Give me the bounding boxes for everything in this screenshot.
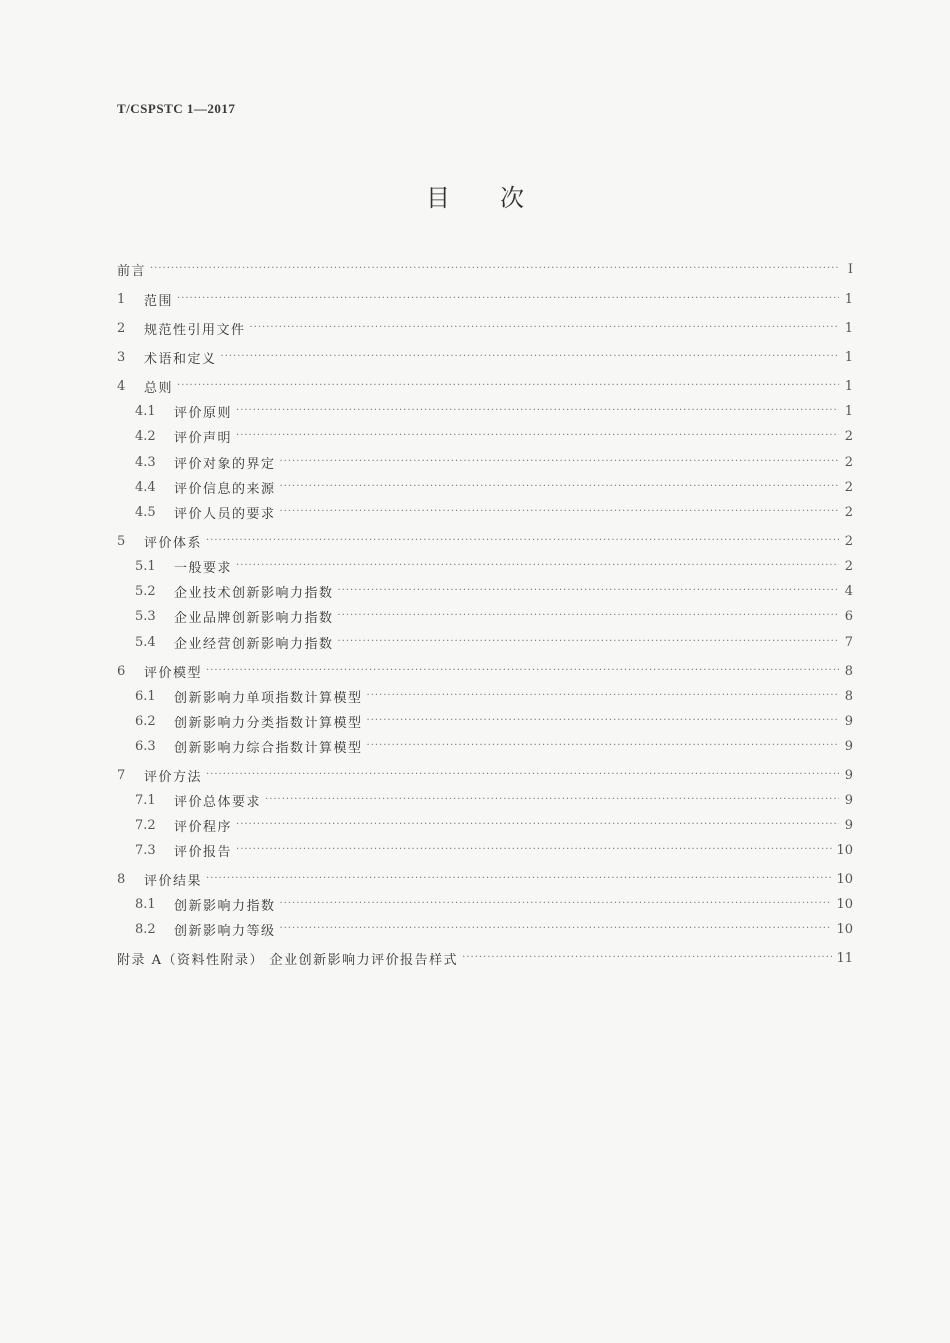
toc-entry-number: 3 xyxy=(117,349,126,365)
toc-entry[interactable] xyxy=(117,736,853,756)
toc-entry-number: 5.4 xyxy=(135,634,156,650)
toc-entry-label: 创新影响力指数 xyxy=(174,898,276,914)
toc-entry-number: 8.2 xyxy=(135,921,156,937)
toc-entry-number: 7 xyxy=(117,767,126,783)
toc-entry-number: 8.1 xyxy=(135,896,156,912)
toc-entry[interactable] xyxy=(117,502,853,522)
toc-entry-number: 4.5 xyxy=(135,504,156,520)
toc-leader-dots xyxy=(338,632,839,652)
toc-entry-number: 4.4 xyxy=(135,479,156,495)
toc-leader-dots xyxy=(236,815,839,835)
toc-entry-label: 创新影响力等级 xyxy=(174,923,276,939)
toc-entry[interactable] xyxy=(117,581,853,601)
toc-leader-dots xyxy=(236,401,839,421)
toc-entry-number: 4.1 xyxy=(135,403,156,419)
toc-leader-dots xyxy=(206,765,839,785)
toc-entry-page: 1 xyxy=(844,291,853,307)
toc-entry[interactable] xyxy=(117,765,853,785)
toc-entry-label: 评价结果 xyxy=(144,873,203,889)
toc-leader-dots xyxy=(367,686,839,706)
toc-entry-page: 4 xyxy=(844,583,853,599)
toc-entry-number: 5.1 xyxy=(135,558,156,574)
toc-entry-label: 创新影响力分类指数计算模型 xyxy=(174,715,363,731)
toc-leader-dots xyxy=(236,426,839,446)
toc-leader-dots xyxy=(280,894,833,914)
toc-entry-number: 2 xyxy=(117,320,126,336)
toc-entry-label: 一般要求 xyxy=(174,560,233,576)
toc-leader-dots xyxy=(338,581,839,601)
toc-entry[interactable] xyxy=(117,318,853,338)
toc-entry-label: 评价报告 xyxy=(174,844,233,860)
toc-entry-page: I xyxy=(847,261,853,277)
toc-entry-label: 评价模型 xyxy=(144,665,203,681)
toc-entry-label: 总则 xyxy=(144,380,174,396)
toc-entry-page: 10 xyxy=(836,871,853,887)
toc-entry-page: 10 xyxy=(836,896,853,912)
toc-entry-page: 1 xyxy=(844,403,853,419)
toc-entry-page: 6 xyxy=(844,608,853,624)
toc-leader-dots xyxy=(265,790,839,810)
toc-entry-label: 评价声明 xyxy=(174,430,233,446)
toc-entry-label: 规范性引用文件 xyxy=(144,322,246,338)
toc-entry-page: 1 xyxy=(844,320,853,336)
toc-leader-dots xyxy=(177,289,839,309)
toc-leader-dots xyxy=(280,919,833,939)
toc-entry-number: 5 xyxy=(117,533,126,549)
toc-entry-label: 评价原则 xyxy=(174,405,233,421)
toc-entry[interactable] xyxy=(117,815,853,835)
toc-entry[interactable] xyxy=(117,948,853,968)
toc-entry[interactable] xyxy=(117,401,853,421)
toc-entry[interactable] xyxy=(117,452,853,472)
toc-entry-label: 评价人员的要求 xyxy=(174,506,276,522)
toc-leader-dots xyxy=(236,556,839,576)
toc-entry-page: 2 xyxy=(844,454,853,470)
toc-entry-label: 评价对象的界定 xyxy=(174,456,276,472)
toc-entry-label: 创新影响力单项指数计算模型 xyxy=(174,690,363,706)
toc-entry-page: 2 xyxy=(844,428,853,444)
toc-entry[interactable] xyxy=(117,606,853,626)
toc-entry-page: 10 xyxy=(836,842,853,858)
toc-entry-number: 6 xyxy=(117,663,126,679)
toc-entry[interactable] xyxy=(117,477,853,497)
toc-leader-dots xyxy=(206,661,839,681)
toc-entry-label: 前言 xyxy=(117,263,147,279)
toc-leader-dots xyxy=(367,736,839,756)
toc-entry[interactable] xyxy=(117,289,853,309)
toc-entry-page: 9 xyxy=(844,792,853,808)
toc-entry-number: 8 xyxy=(117,871,126,887)
toc-entry-number: 6.3 xyxy=(135,738,156,754)
toc-entry-label: 评价总体要求 xyxy=(174,794,262,810)
toc-entry-label: 评价方法 xyxy=(144,769,203,785)
toc-leader-dots xyxy=(462,948,832,968)
toc-entry-page: 9 xyxy=(844,767,853,783)
toc-leader-dots xyxy=(236,840,832,860)
toc-leader-dots xyxy=(367,711,839,731)
toc-leader-dots xyxy=(338,606,839,626)
toc-entry-number: 7.2 xyxy=(135,817,156,833)
toc-entry[interactable] xyxy=(117,661,853,681)
toc-entry-number: 7.1 xyxy=(135,792,156,808)
page-title: 目次 xyxy=(426,184,574,212)
toc-entry-number: 4.2 xyxy=(135,428,156,444)
toc-entry-number: 6.1 xyxy=(135,688,156,704)
toc-entry[interactable] xyxy=(117,869,853,889)
toc-entry[interactable] xyxy=(117,632,853,652)
toc-entry-number: 1 xyxy=(117,291,126,307)
toc-entry-label: 范围 xyxy=(144,293,174,309)
toc-entry-label: 评价程序 xyxy=(174,819,233,835)
toc-entry-page: 1 xyxy=(844,349,853,365)
toc-leader-dots xyxy=(177,376,839,396)
toc-entry[interactable] xyxy=(117,347,853,367)
toc-entry[interactable] xyxy=(117,919,853,939)
toc-leader-dots xyxy=(250,318,839,338)
toc-entry[interactable] xyxy=(117,790,853,810)
toc-entry-page: 9 xyxy=(844,738,853,754)
toc-leader-dots xyxy=(280,477,839,497)
toc-entry-page: 8 xyxy=(844,688,853,704)
toc-leader-dots xyxy=(206,869,832,889)
toc-entry-page: 2 xyxy=(844,504,853,520)
toc-entry-page: 7 xyxy=(844,634,853,650)
toc-entry[interactable] xyxy=(117,711,853,731)
toc-entry-page: 9 xyxy=(844,817,853,833)
toc-entry[interactable] xyxy=(117,556,853,576)
toc-entry-number: 4.3 xyxy=(135,454,156,470)
toc-entry-page: 9 xyxy=(844,713,853,729)
toc-entry-label: 企业经营创新影响力指数 xyxy=(174,636,334,652)
toc-entry[interactable] xyxy=(117,376,853,396)
toc-entry-label: 企业品牌创新影响力指数 xyxy=(174,610,334,626)
toc-entry-number: 5.2 xyxy=(135,583,156,599)
toc-entry-page: 11 xyxy=(836,950,853,966)
toc-entry[interactable] xyxy=(117,686,853,706)
toc-entry-number: 5.3 xyxy=(135,608,156,624)
toc-entry-number: 6.2 xyxy=(135,713,156,729)
toc-entry-label: 附录 A（资料性附录） 企业创新影响力评价报告样式 xyxy=(117,952,459,968)
toc-leader-dots xyxy=(280,502,839,522)
toc-entry-number: 4 xyxy=(117,378,126,394)
toc-entry-label: 术语和定义 xyxy=(144,351,217,367)
toc-entry[interactable] xyxy=(117,531,853,551)
toc-entry-page: 8 xyxy=(844,663,853,679)
toc-entry-label: 创新影响力综合指数计算模型 xyxy=(174,740,363,756)
toc-entry-number: 7.3 xyxy=(135,842,156,858)
toc-entry-page: 1 xyxy=(844,378,853,394)
toc-entry-label: 评价体系 xyxy=(144,535,203,551)
toc-leader-dots xyxy=(206,531,839,551)
toc-entry-page: 2 xyxy=(844,533,853,549)
toc-leader-dots xyxy=(150,259,839,279)
toc-leader-dots xyxy=(280,452,839,472)
toc-entry-page: 10 xyxy=(836,921,853,937)
toc-entry-label: 企业技术创新影响力指数 xyxy=(174,585,334,601)
toc-entry[interactable] xyxy=(117,894,853,914)
toc-entry[interactable] xyxy=(117,840,853,860)
toc-entry-page: 2 xyxy=(844,558,853,574)
toc-entry[interactable] xyxy=(117,426,853,446)
toc-leader-dots xyxy=(221,347,839,367)
toc-entry-label: 评价信息的来源 xyxy=(174,481,276,497)
document-id: T/CSPSTC 1—2017 xyxy=(117,101,236,116)
toc-entry[interactable] xyxy=(117,259,853,279)
toc-entry-page: 2 xyxy=(844,479,853,495)
